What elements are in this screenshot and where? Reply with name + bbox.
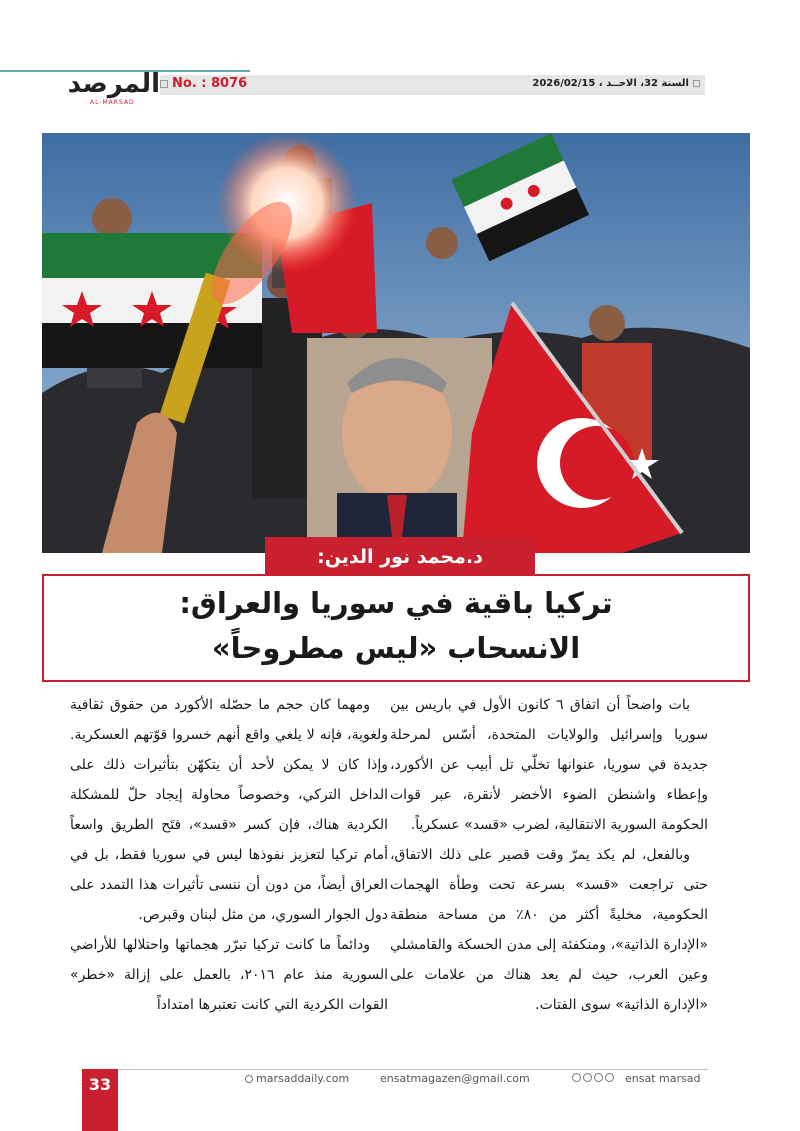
date-line-text: السنة 32، الاحــد ، 2026/02/15 [532,78,689,89]
instagram-icon[interactable] [594,1073,603,1082]
logo-subtext: AL-MARSAD [90,99,135,106]
article-column-right [390,690,708,1020]
square-bullet-icon [160,80,168,88]
headline-box [42,574,750,682]
article-photo [42,133,750,553]
social-handle[interactable]: ensat marsad [625,1072,701,1085]
footer-website[interactable] [245,1072,349,1085]
issue-number [160,76,247,91]
social-icons [572,1073,614,1082]
footer-website-text: marsaddaily.com [256,1072,350,1085]
headline-line-2: الانسحاب «ليس مطروحاً» [211,631,581,665]
globe-icon [245,1075,253,1083]
article-column-left [70,690,388,1020]
logo-text: المرصد [67,69,160,99]
paragraph: وبالفعل، لم يكد يمرّ وقت قصير على ذلك الاتفاق، حتى تراجعت «قسد» بسرعة تحت وطأة الهجمات الحكومية، مخليةً أكثر من ٨٠٪ من مساحة منطقة «الإدارة الذاتية»، ومنكفئة إلى مدن الحسكة والقامشلي وعين العرب، حيث لم يعد هناك من علامات على «الإدارة الذاتية» سوى الفتات. [390,847,708,1013]
author-label: د.محمد نور الدين: [265,537,535,577]
paragraph: ومهما كان حجم ما حصّله الأكورد من حقوق ثقافية ولغوية، فإنه لا يلغي واقع أنهم خسروا قوّتهم العسكرية. وإذا كان لا يمكن لأحد أن يتكهّن بتأثيرات ذلك على الداخل التركي، وخصوصاً محاولة إيجاد حلّ للمشكلة الكردية هناك، فإن كسر «قسد»، فتَح الطريق واسعاً أمام تركيا لتعزيز نفوذها ليس في سوريا فقط، بل في العراق أيضاً، من دون أن ننسى تأثيرات هذا التمدد على دول الجوار السوري، من مثل لبنان وقبرص. [70,697,388,923]
paragraph: بات واضحاً أن اتفاق ٦ كانون الأول في باريس بين سوريا وإسرائيل والولايات المتحدة، أسّس لمرحلة جديدة في سوريا، عنوانها تخلّي تل أبيب عن الأكورد، وإعطاء واشنطن الضوء الأخضر لأنقرة، عبر قوات الحكومة السورية الانتقالية، لضرب «قسد» عسكرياً. [390,697,708,833]
magazine-logo [67,69,160,110]
footer-email[interactable]: ensatmagazen@gmail.com [380,1072,530,1085]
protest-photo-icon [42,133,750,553]
headline-line-1: تركيا باقية في سوريا والعراق: [179,586,613,620]
square-bullet-icon [693,80,700,87]
youtube-icon[interactable] [605,1073,614,1082]
issue-number-text: No. : 8076 [172,76,248,91]
date-line [532,78,700,89]
paragraph: ودائماً ما كانت تركيا تبرّر هجماتها واحتلالها للأراضي السورية منذ عام ٢٠١٦، بالعمل على إزالة «خطر» القوات الكردية التي كانت تعتبرها امتداداً [70,937,388,1013]
twitter-icon[interactable] [583,1073,592,1082]
facebook-icon[interactable] [572,1073,581,1082]
page-number: 33 [88,1075,112,1094]
footer-rule [118,1069,708,1070]
